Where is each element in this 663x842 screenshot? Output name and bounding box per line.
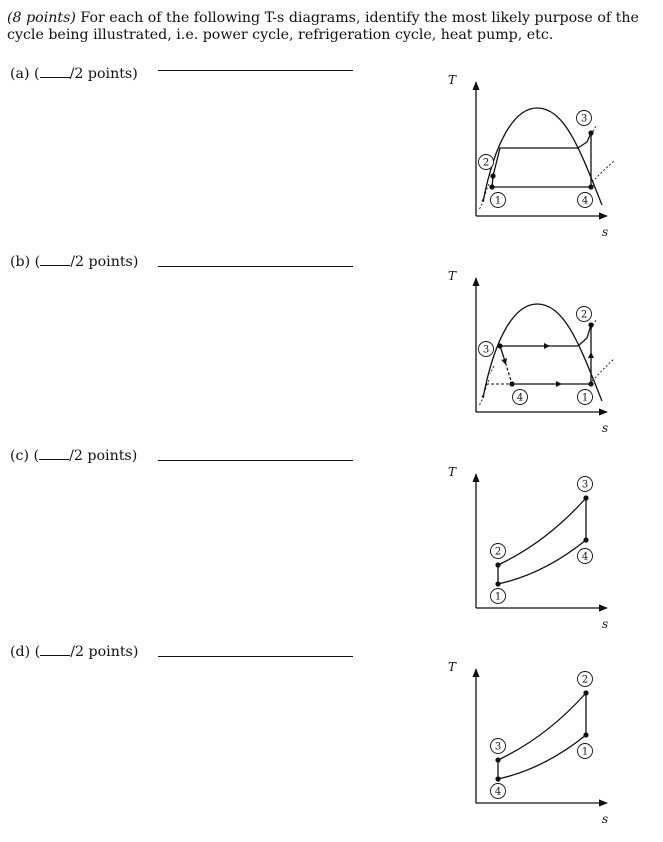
state-label-3: 3 (482, 344, 490, 356)
state-point-4 (509, 381, 514, 386)
state-label-3: 3 (494, 741, 502, 753)
isobar-high-dash (591, 126, 614, 182)
state-label-3: 3 (581, 479, 589, 491)
state-point-4 (588, 184, 593, 189)
y-axis-label: T (448, 269, 457, 283)
question-label: (c) (10, 448, 30, 464)
points-label: (8 points) (7, 10, 76, 26)
paren-open: ( (34, 644, 41, 660)
question-a (10, 64, 138, 83)
ts-diagram-b (440, 266, 620, 436)
state-label-4: 4 (581, 195, 589, 207)
x-axis-label: s (602, 225, 609, 239)
evaporator-arrow (556, 381, 562, 387)
x-axis-label: s (602, 617, 609, 631)
state-point-2 (583, 690, 588, 695)
points-text: /2 points) (69, 448, 138, 464)
state-point-4 (583, 537, 588, 542)
x-axis-label: s (602, 812, 609, 826)
state-label-3: 3 (580, 113, 588, 125)
score-blank[interactable] (40, 642, 70, 656)
score-blank[interactable] (39, 446, 69, 460)
y-axis-label: T (448, 660, 457, 674)
state-point-2 (588, 322, 593, 327)
state-point-4 (495, 776, 500, 781)
state-label-4: 4 (581, 551, 589, 563)
y-axis-label: T (448, 73, 457, 87)
low-pressure-curve (498, 735, 589, 779)
state-label-1: 1 (494, 591, 502, 603)
intro-text: For each of the following T-s diagrams, identify the most likely purpose of the cycle being illustrated, i.e. power cycle, refrigeration cycle, heat pump, etc. (7, 10, 639, 43)
ts-diagram-c (440, 462, 620, 632)
state-point-3 (495, 757, 500, 762)
state-point-1 (495, 581, 500, 586)
state-label-2: 2 (580, 309, 588, 321)
state-point-3 (497, 343, 502, 348)
state-point-2 (495, 562, 500, 567)
isobar-low-dash (479, 184, 489, 210)
score-blank[interactable] (40, 252, 70, 266)
score-blank[interactable] (40, 64, 70, 78)
condenser-arrow (544, 343, 550, 349)
question-b (10, 252, 138, 271)
points-text: /2 points) (70, 254, 139, 270)
answer-line-b[interactable] (158, 266, 353, 267)
state-label-2: 2 (482, 157, 490, 169)
compressor-arrow (588, 352, 594, 358)
answer-line-d[interactable] (158, 656, 353, 657)
question-label: (b) (10, 254, 31, 270)
state-label-4: 4 (516, 392, 524, 404)
x-axis-label: s (602, 421, 609, 435)
state-label-1: 1 (581, 746, 589, 758)
state-point-3 (583, 495, 588, 500)
question-label: (a) (10, 66, 30, 82)
low-pressure-curve (498, 540, 589, 584)
state-label-4: 4 (494, 786, 502, 798)
high-pressure-curve (498, 498, 589, 565)
throttle-arrow (501, 358, 508, 365)
paren-open: ( (33, 448, 40, 464)
state-point-3 (588, 130, 593, 135)
question-label: (d) (10, 644, 31, 660)
isobar-low-dash (479, 366, 494, 406)
state-label-2: 2 (581, 674, 589, 686)
state-point-1 (583, 732, 588, 737)
desuperheat-line (578, 325, 591, 346)
state-label-1: 1 (581, 392, 589, 404)
state-point-2 (490, 173, 495, 178)
question-d (10, 642, 138, 661)
isobar-high-dash (591, 320, 614, 381)
answer-line-a[interactable] (158, 70, 353, 71)
points-text: /2 points) (70, 644, 139, 660)
state-point-1 (489, 184, 494, 189)
ts-diagram-d (440, 657, 620, 827)
paren-open: ( (34, 66, 40, 82)
y-axis-label: T (448, 465, 457, 479)
cycle-path (492, 133, 591, 187)
problem-intro (7, 10, 647, 44)
answer-line-c[interactable] (158, 460, 353, 461)
state-point-1 (588, 381, 593, 386)
ts-diagram-a (440, 70, 620, 240)
paren-open: ( (34, 254, 41, 270)
question-c (10, 446, 137, 465)
state-label-1: 1 (494, 195, 502, 207)
high-pressure-curve (498, 693, 589, 760)
points-text: /2 points) (69, 66, 138, 82)
state-label-2: 2 (494, 546, 502, 558)
